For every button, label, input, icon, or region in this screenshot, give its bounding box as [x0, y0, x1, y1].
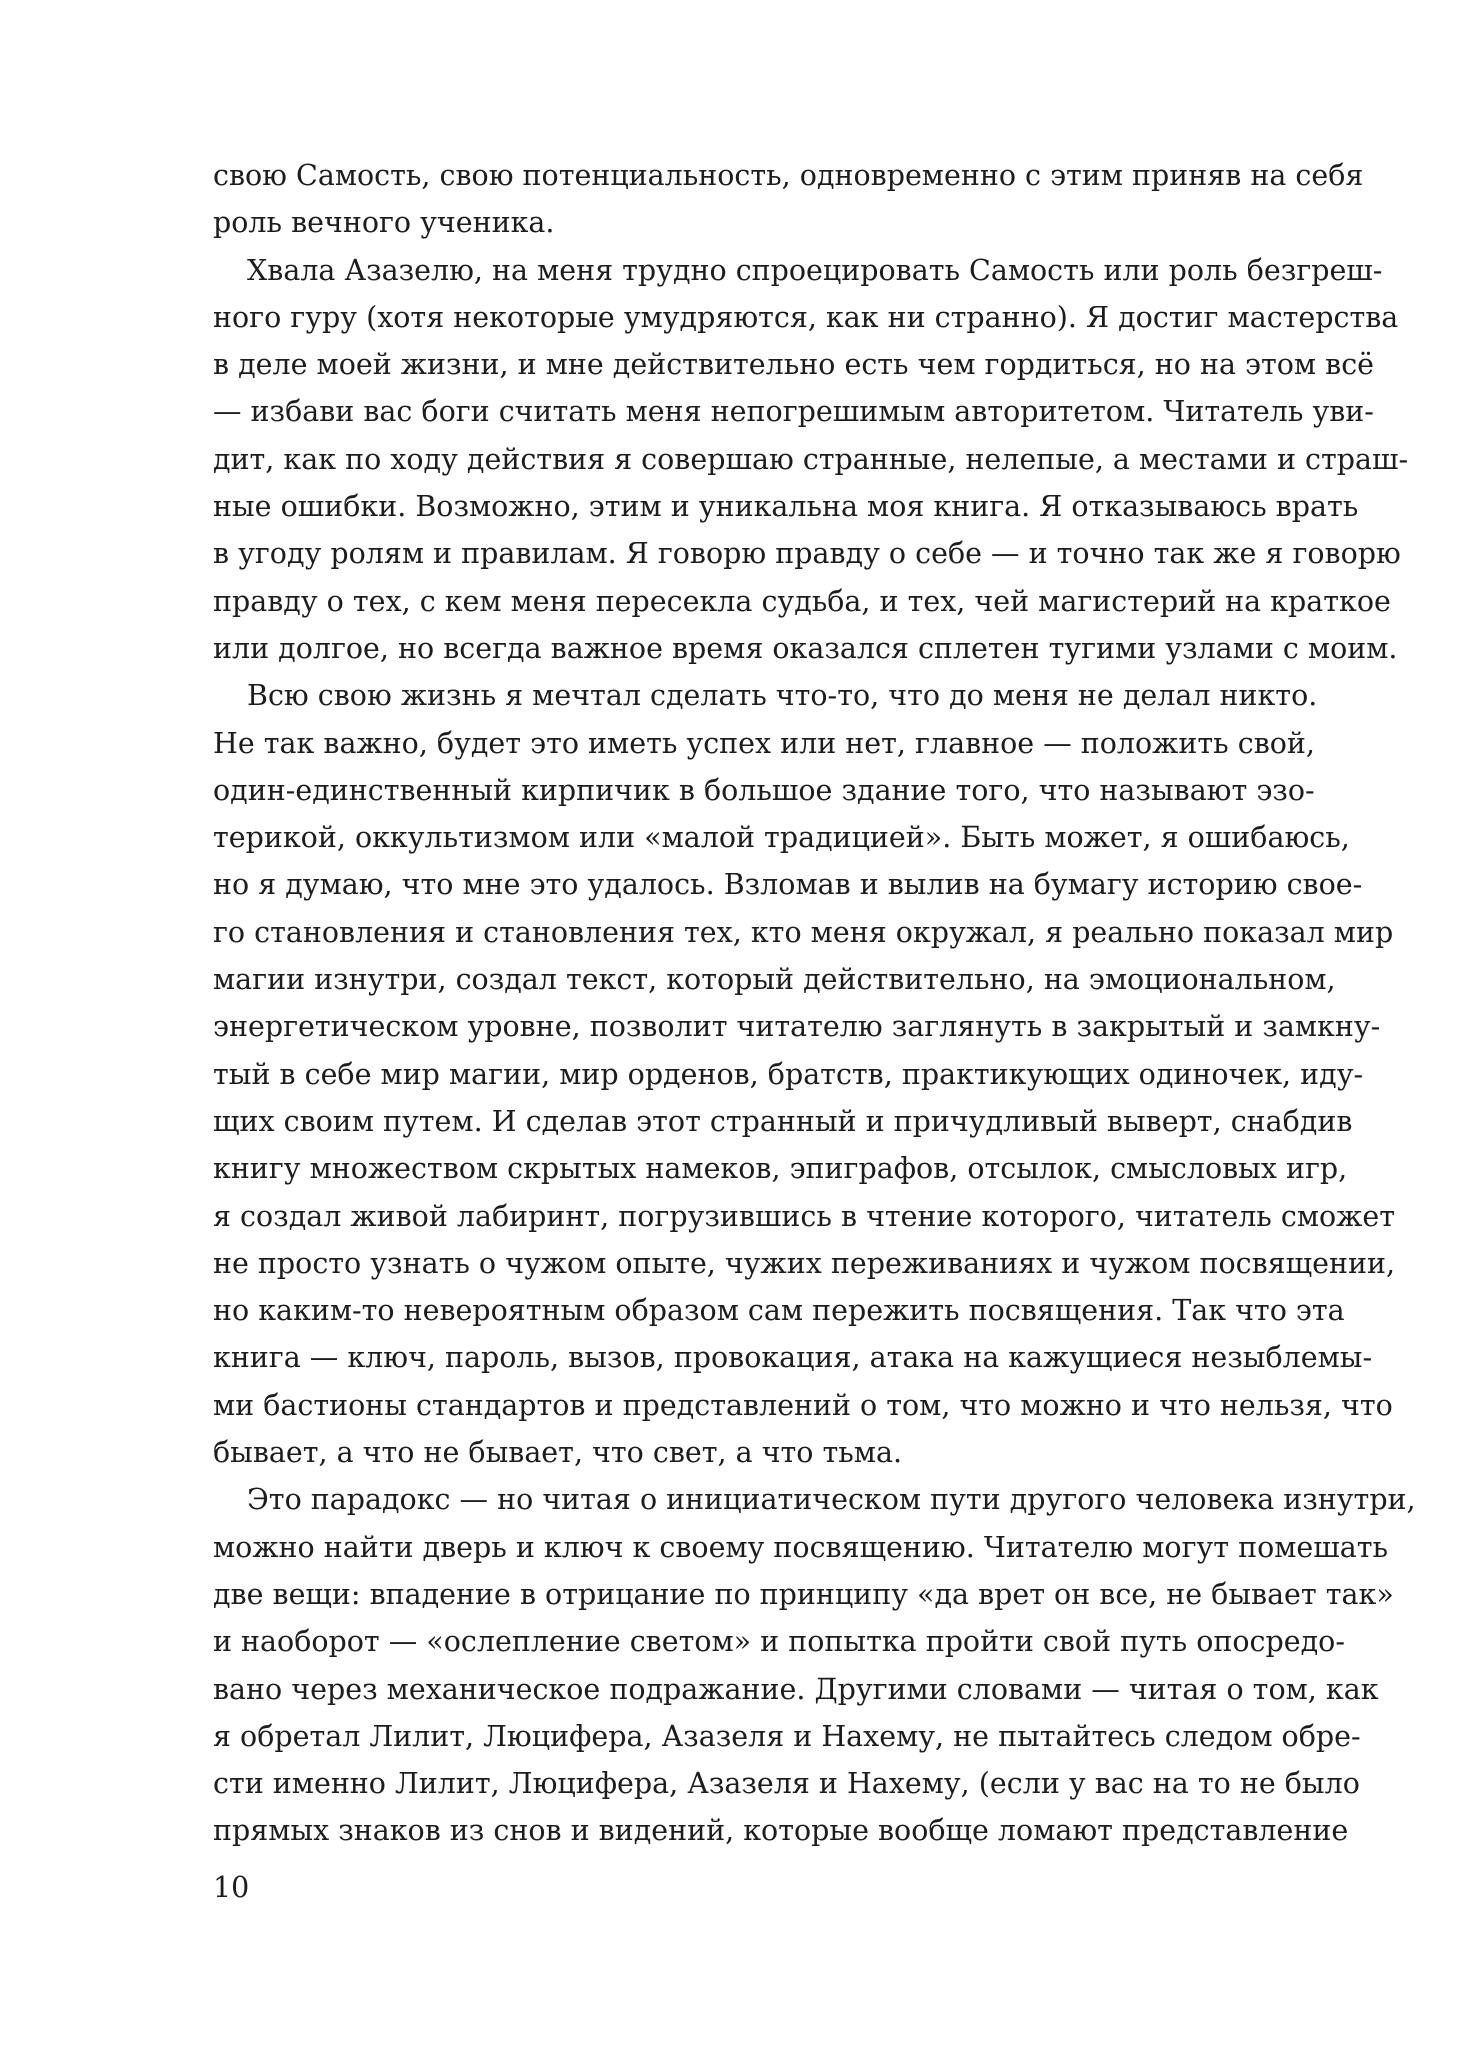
text-line: но я думаю, что мне это удалось. Взломав и вылив на бумагу историю свое-: [213, 868, 1363, 902]
text-line: один-единственный кирпичик в большое здание того, что называют эзо-: [213, 773, 1315, 807]
text-line: Хвала Азазелю, на меня трудно спроецировать Самость или роль безгреш-: [247, 253, 1383, 287]
paragraph-3: [213, 672, 1396, 1476]
text-line: бывает, а что не бывает, что свет, а что тьма.: [213, 1436, 903, 1470]
text-line: энергетическом уровне, позволит читателю заглянуть в закрытый и замкну-: [213, 1010, 1381, 1044]
text-line: в угоду ролям и правилам. Я говорю правду о себе — и точно так же я говорю: [213, 537, 1401, 571]
text-line: книгу множеством скрытых намеков, эпиграфов, отсылок, смысловых игр,: [213, 1152, 1348, 1186]
text-line: сти именно Лилит, Люцифера, Азазеля и Нахему, (если у вас на то не было: [213, 1767, 1360, 1801]
text-line: тый в себе мир магии, мир орденов, братств, практикующих одиночек, иду-: [213, 1057, 1364, 1091]
text-line: свою Самость, свою потенциальность, одновременно с этим приняв на себя: [213, 159, 1364, 192]
text-line: я обретал Лилит, Люцифера, Азазеля и Нахему, не пытайтесь следом обре-: [213, 1719, 1361, 1753]
text-line: не просто узнать о чужом опыте, чужих переживаниях и чужом посвящении,: [213, 1246, 1396, 1280]
text-line: Это парадокс — но читая о инициатическом пути другого человека изнутри,: [247, 1483, 1416, 1517]
paragraph-4: [213, 1476, 1416, 1854]
text-line: в деле моей жизни, и мне действительно есть чем гордиться, но на этом всё: [213, 348, 1375, 382]
paragraph-2: [213, 247, 1409, 673]
text-line: Всю свою жизнь я мечтал сделать что-то, что до меня не делал никто.: [247, 679, 1318, 713]
text-line: прямых знаков из снов и видений, которые вообще ломают представление: [213, 1814, 1349, 1848]
text-line: книга — ключ, пароль, вызов, провокация, атака на кажущиеся незыблемы-: [213, 1341, 1373, 1375]
text-line: вано через механическое подражание. Другими словами — читая о том, как: [213, 1672, 1379, 1706]
text-line: — избави вас боги считать меня непогрешимым авторитетом. Читатель уви-: [213, 395, 1374, 429]
text-line: ного гуру (хотя некоторые умудряются, как ни странно). Я достиг мастерства: [213, 300, 1399, 334]
text-line: щих своим путем. И сделав этот странный и причудливый выверт, снабдив: [213, 1104, 1353, 1138]
text-line: ные ошибки. Возможно, этим и уникальна моя книга. Я отказываюсь врать: [213, 490, 1359, 524]
text-line: я создал живой лабиринт, погрузившись в чтение которого, читатель сможет: [213, 1199, 1396, 1233]
text-line: ми бастионы стандартов и представлений о том, что можно и что нельзя, что: [213, 1388, 1393, 1422]
paragraph-1: [213, 152, 1364, 247]
text-line: но каким-то невероятным образом сам пережить посвящения. Так что эта: [213, 1294, 1345, 1328]
text-line: роль вечного ученика.: [213, 206, 555, 240]
text-line: и наоборот — «ослепление светом» и попытка пройти свой путь опосредо-: [213, 1625, 1345, 1659]
text-line: Не так важно, будет это иметь успех или нет, главное — положить свой,: [213, 726, 1315, 760]
text-line: правду о тех, с кем меня пересекла судьба, и тех, чей магистерий на краткое: [213, 584, 1391, 618]
text-line: можно найти дверь и ключ к своему посвящению. Читателю могут помешать: [213, 1530, 1389, 1564]
text-line: магии изнутри, создал текст, который действительно, на эмоциональном,: [213, 963, 1336, 997]
text-line: терикой, оккультизмом или «малой традицией». Быть может, я ошибаюсь,: [213, 821, 1350, 855]
page-number: 10: [213, 1871, 250, 1904]
text-line: две вещи: впадение в отрицание по принципу «да врет он все, не бывает так»: [213, 1577, 1394, 1611]
body-text: [213, 152, 1416, 1855]
text-line: дит, как по ходу действия я совершаю странные, нелепые, а местами и страш-: [213, 442, 1409, 476]
text-line: го становления и становления тех, кто меня окружал, я реально показал мир: [213, 915, 1394, 949]
text-line: или долгое, но всегда важное время оказался сплетен тугими узлами с моим.: [213, 631, 1398, 665]
